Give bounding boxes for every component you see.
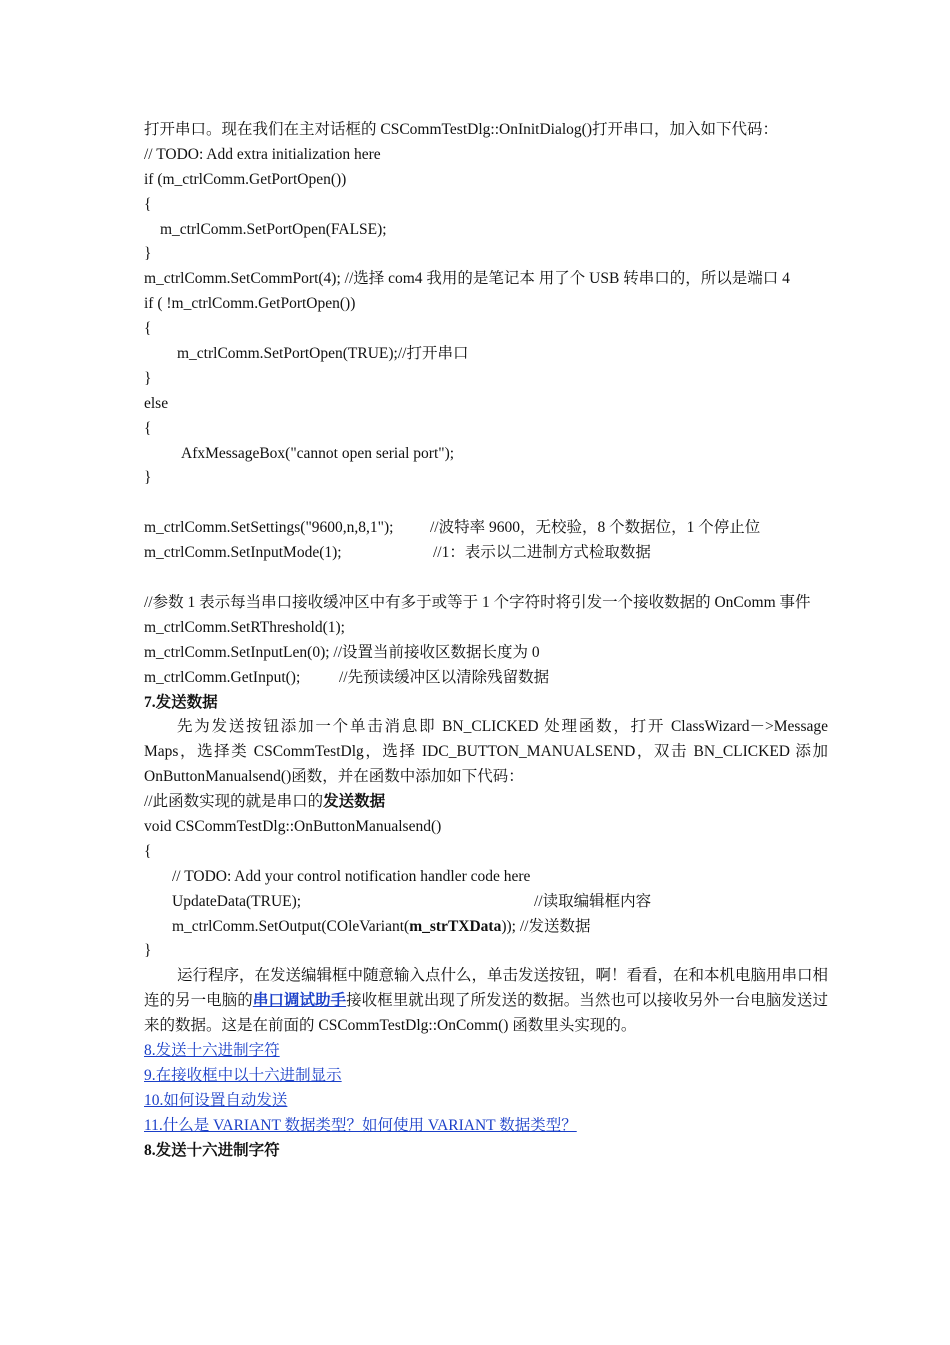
code-line: // TODO: Add extra initialization here (144, 145, 381, 163)
code-line: } (144, 469, 152, 487)
code-comment-line: //参数 1 表示每当串口接收缓冲区中有多于或等于 1 个字符时将引发一个接收数据的 OnComm 事件 (144, 593, 811, 611)
comment-text: //此函数实现的就是串口的 (144, 793, 324, 811)
code-statement: m_ctrlComm.SetOutput(COleVariant( (172, 917, 410, 935)
code-line: if (m_ctrlComm.GetPortOpen()) (144, 170, 347, 188)
toc-link-10[interactable]: 10.如何设置自动发送 (144, 1091, 288, 1109)
toc-link-11[interactable]: 11.什么是 VARIANT 数据类型？如何使用 VARIANT 数据类型？ (144, 1116, 577, 1134)
toc-item (144, 1064, 828, 1089)
toc-item (144, 1089, 828, 1114)
code-line: void CSCommTestDlg::OnButtonManualsend() (144, 818, 442, 836)
blank-line (144, 491, 828, 516)
serial-debug-assistant-link[interactable]: 串口调试助手 (252, 992, 347, 1010)
code-line: } (144, 245, 152, 263)
code-line: if ( !m_ctrlComm.GetPortOpen()) (144, 295, 356, 313)
section-heading: 8.发送十六进制字符 (144, 1141, 280, 1159)
code-line: m_ctrlComm.SetInputLen(0); //设置当前接收区数据长度为 0 (144, 643, 540, 661)
code-line: m_ctrlComm.SetRThreshold(1); (144, 618, 345, 636)
code-comment: //1：表示以二进制方式检取数据 (433, 544, 651, 562)
code-line: m_ctrlComm.SetPortOpen(FALSE); (160, 220, 387, 238)
paragraph-text: 接收框里就出现了所发送的数据。当然也可以接收另外一台电脑发送过来的数据。这是在前面的 CSCommTestDlg::OnComm() 函数里头实现的。 (144, 992, 828, 1035)
code-line (144, 915, 828, 940)
code-variable: m_strTXData (409, 917, 502, 935)
code-line: { (144, 320, 152, 338)
code-line: else (144, 394, 169, 412)
section-heading: 7.发送数据 (144, 693, 218, 711)
toc-link-9[interactable]: 9.在接收框中以十六进制显示 (144, 1066, 342, 1084)
toc-item (144, 1114, 828, 1139)
comment-bold-text: 发送数据 (323, 793, 386, 811)
code-comment: //读取编辑框内容 (534, 892, 652, 910)
code-line: { (144, 419, 152, 437)
code-line: // TODO: Add your control notification handler code here (172, 867, 531, 885)
code-line: { (144, 195, 152, 213)
code-line (144, 516, 828, 541)
code-line: { (144, 842, 152, 860)
paragraph: 先为发送按钮添加一个单击消息即 BN_CLICKED 处理函数，打开 ClassWizard－>Message Maps，选择类 CSCommTestDlg，选择 IDC_BUTTON_MANUALSEND，双击 BN_CLICKED 添加 OnButtonManualsend()函数，并在函数中添加如下代码： (144, 718, 828, 786)
code-comment-line (144, 790, 828, 815)
code-line: } (144, 369, 152, 387)
toc-link-8[interactable]: 8.发送十六进制字符 (144, 1042, 280, 1060)
paragraph (144, 964, 828, 1039)
document-body (144, 118, 828, 1164)
text-line: 打开串口。现在我们在主对话框的 CSCommTestDlg::OnInitDialog()打开串口，加入如下代码： (144, 121, 778, 138)
code-line: m_ctrlComm.SetCommPort(4); //选择 com4 我用的是笔记本 用了个 USB 转串口的，所以是端口 4 (144, 270, 790, 288)
blank-line (144, 566, 828, 591)
code-line: AfxMessageBox("cannot open serial port"); (181, 444, 455, 462)
code-line (144, 890, 828, 915)
code-statement: m_ctrlComm.SetInputMode(1); (144, 544, 342, 562)
code-line (144, 541, 828, 566)
code-statement: m_ctrlComm.SetSettings("9600,n,8,1"); (144, 519, 394, 537)
code-statement-tail: )); //发送数据 (501, 917, 591, 935)
code-line: } (144, 942, 152, 960)
code-comment: //波特率 9600，无校验，8 个数据位，1 个停止位 (430, 519, 761, 537)
toc-item (144, 1039, 828, 1064)
code-line (144, 666, 828, 691)
code-comment: //先预读缓冲区以清除残留数据 (339, 668, 550, 686)
code-statement: UpdateData(TRUE); (172, 892, 302, 910)
code-line: m_ctrlComm.SetPortOpen(TRUE);//打开串口 (177, 345, 469, 363)
code-statement: m_ctrlComm.GetInput(); (144, 668, 301, 686)
paragraph-text: 运行程序，在发送编辑框中随意输入点什么，单击发送按钮，啊！看看，在和本机电脑用串口相连的另一电脑的 (144, 967, 829, 1010)
